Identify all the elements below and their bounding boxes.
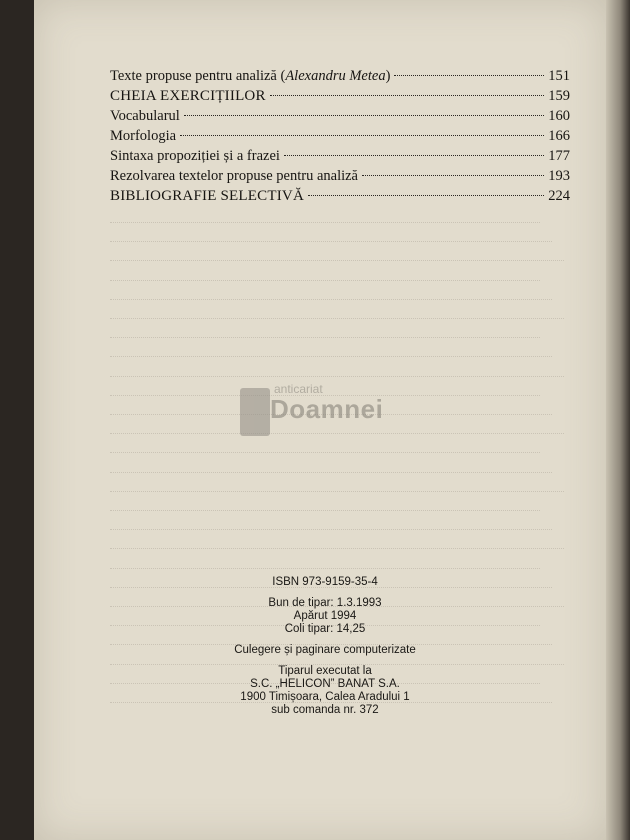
bleed-through-line bbox=[110, 491, 564, 493]
publication-year: Apărut 1994 bbox=[293, 610, 357, 622]
toc-entry: BIBLIOGRAFIE SELECTIVĂ 224 bbox=[110, 188, 570, 204]
leader-dots bbox=[284, 155, 544, 156]
page-number: 177 bbox=[548, 148, 570, 164]
toc-entry: CHEIA EXERCIȚIILOR 159 bbox=[110, 88, 570, 104]
colophon bbox=[220, 576, 430, 717]
leader-dots bbox=[362, 175, 544, 176]
toc-entry: Vocabularul 160 bbox=[110, 108, 570, 124]
bleed-through-line bbox=[110, 260, 564, 262]
bleed-through-line bbox=[110, 241, 552, 243]
bleed-through-line bbox=[110, 529, 552, 531]
bleed-through-line bbox=[110, 356, 552, 358]
table-of-contents bbox=[110, 66, 570, 206]
bleed-through-line bbox=[110, 299, 552, 301]
printer-address: 1900 Timișoara, Calea Aradului 1 bbox=[240, 691, 410, 703]
bleed-through-line bbox=[110, 376, 564, 378]
printing-sheets: Coli tipar: 14,25 bbox=[284, 623, 366, 635]
toc-entry: Rezolvarea textelor propuse pentru analiză 193 bbox=[110, 168, 570, 184]
page-number: 166 bbox=[548, 128, 570, 144]
isbn: ISBN 973-9159-35-4 bbox=[272, 576, 378, 588]
leader-dots bbox=[394, 75, 544, 76]
leader-dots bbox=[270, 95, 545, 96]
bleed-through-line bbox=[110, 280, 540, 282]
bleed-through-line bbox=[110, 548, 564, 550]
toc-entry: Morfologia 166 bbox=[110, 128, 570, 144]
bleed-through-line bbox=[110, 472, 552, 474]
leader-dots bbox=[184, 115, 544, 116]
bleed-through-line bbox=[110, 318, 564, 320]
leader-dots bbox=[308, 195, 544, 196]
toc-entry: Sintaxa propoziției și a frazei 177 bbox=[110, 148, 570, 164]
page-number: 160 bbox=[548, 108, 570, 124]
page-number: 193 bbox=[548, 168, 570, 184]
leader-dots bbox=[180, 135, 544, 136]
order-number: sub comanda nr. 372 bbox=[271, 704, 379, 716]
bleed-through-line bbox=[110, 337, 540, 339]
watermark-book-icon bbox=[240, 388, 270, 436]
toc-entry: Texte propuse pentru analiză (Alexandru Metea) 151 bbox=[110, 68, 570, 84]
bleed-through-line bbox=[110, 452, 540, 454]
page-number: 224 bbox=[548, 188, 570, 204]
bleed-through-line bbox=[110, 222, 540, 224]
printer-name: S.C. „HELICON” BANAT S.A. bbox=[250, 678, 400, 690]
page-edge bbox=[606, 0, 630, 840]
bleed-through-line bbox=[110, 568, 540, 570]
printer-intro: Tiparul executat la bbox=[278, 665, 372, 677]
watermark-logo: anticariat Doamnei bbox=[240, 380, 400, 440]
bleed-through-line bbox=[110, 510, 540, 512]
page-number: 159 bbox=[548, 88, 570, 104]
page-number: 151 bbox=[548, 68, 570, 84]
typesetting-note: Culegere și paginare computerizate bbox=[234, 644, 416, 656]
print-approval-date: Bun de tipar: 1.3.1993 bbox=[268, 597, 382, 609]
